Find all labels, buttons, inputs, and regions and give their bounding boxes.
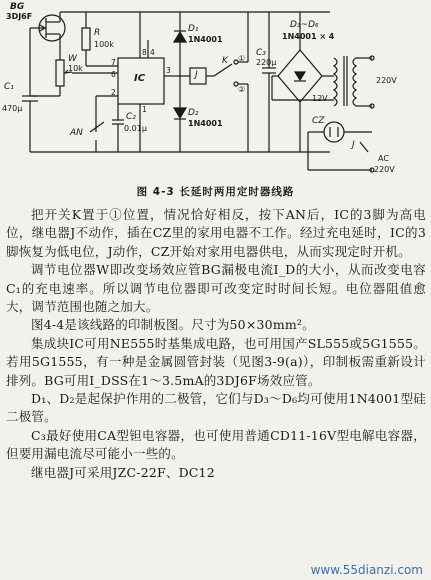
cz-socket xyxy=(308,122,374,172)
bg-jfet-symbol xyxy=(30,12,65,60)
label-w-val: 10k xyxy=(68,64,83,73)
label-d1: D₁ xyxy=(188,24,199,34)
label-pin-8: 8 xyxy=(142,48,147,57)
label-j: J xyxy=(195,70,198,80)
label-d36: D₃~D₆ xyxy=(290,20,319,30)
label-r-val: 100k xyxy=(94,40,114,49)
label-d1-part: 1N4001 xyxy=(188,35,223,44)
label-an: AN xyxy=(70,128,83,138)
paragraph: C₃最好使用CA型钽电容器，也可使用普通CD11-16V型电解电容器，但要用漏电流尽可能小一些的。 xyxy=(6,427,426,462)
label-220v-a: 220V xyxy=(376,76,397,85)
paragraph: 把开关K置于①位置，情况恰好相反，按下AN后，IC的3脚为高电位，继电器J不动作，插在CZ里的家用电器不工作。经过充电延时，IC的3脚恢复为低电位，J动作，CZ开始对家用电器供电，从而实现定时开机。 xyxy=(6,207,426,259)
diode-d1 xyxy=(174,12,186,76)
resistor-r xyxy=(82,28,90,50)
label-sw2: ② xyxy=(238,85,246,94)
figure-caption: 图 4-3 长延时两用定时器线路 xyxy=(136,186,295,198)
paragraph: D₁、D₂是起保护作用的二极管，它们与D₃～D₆均可使用1N4001型硅二极管。 xyxy=(6,391,426,425)
label-pin-6: 6 xyxy=(111,70,116,79)
label-r: R xyxy=(94,28,101,38)
potentiometer-w xyxy=(56,60,64,86)
body-text xyxy=(6,206,426,482)
label-pin-4: 4 xyxy=(150,48,155,57)
label-j2: J xyxy=(352,140,355,150)
label-w: W xyxy=(68,54,77,64)
label-c3-val: 220μ xyxy=(256,58,277,67)
paragraph: 图4-4是该线路的印制板图。尺寸为50×30mm²。 xyxy=(31,317,315,333)
an-pushbutton xyxy=(90,122,104,132)
label-pin-2: 2 xyxy=(111,88,116,97)
label-pin-7: 7 xyxy=(111,58,116,67)
label-sw1: ① xyxy=(238,54,246,63)
label-bg-part: 3DJ6F xyxy=(6,12,33,21)
label-cz: CZ xyxy=(312,116,325,126)
label-d36-part: 1N4001 × 4 xyxy=(282,32,335,41)
circuit-schematic xyxy=(0,0,431,200)
label-220v-b: 220V xyxy=(374,165,395,174)
paragraph: 集成块IC可用NE555时基集成电路，也可用国产SL555或5G1555。若用5G1555，有一种是金属圆管封装（见图3-9(a)），印制板需重新设计排列。BG可用I_DSS在1～3.5mA的3DJ6F场效应管。 xyxy=(6,335,426,388)
label-c1-val: 470μ xyxy=(2,104,23,113)
label-c3: C₃ xyxy=(256,48,266,58)
label-pin-1: 1 xyxy=(142,105,147,114)
label-d2: D₂ xyxy=(188,108,199,118)
label-k: K xyxy=(222,56,228,66)
label-c2-val: 0.01μ xyxy=(124,124,147,133)
label-pin-3: 3 xyxy=(166,66,171,75)
label-c1: C₁ xyxy=(4,82,14,92)
label-d2-part: 1N4001 xyxy=(188,119,223,128)
label-ac: AC xyxy=(378,154,389,163)
label-bg: BG xyxy=(10,2,25,12)
label-12v: 12V xyxy=(312,94,328,103)
label-c2: C₂ xyxy=(126,112,136,122)
label-ic: IC xyxy=(134,73,146,84)
relay-j-coil xyxy=(190,68,206,84)
paragraph: 继电器J可采用JZC-22F、DC12 xyxy=(31,464,215,480)
transformer xyxy=(334,56,374,108)
paragraph: 调节电位器W即改变场效应管BG漏极电流I_D的大小，从而改变电容C₁的充电速率。所以调节电位器即可改变定时时间长短。电位器阻值愈大，调节范围也随之加大。 xyxy=(6,262,426,315)
diode-d2 xyxy=(174,76,186,152)
watermark: www.55dianzi.com xyxy=(310,563,423,577)
